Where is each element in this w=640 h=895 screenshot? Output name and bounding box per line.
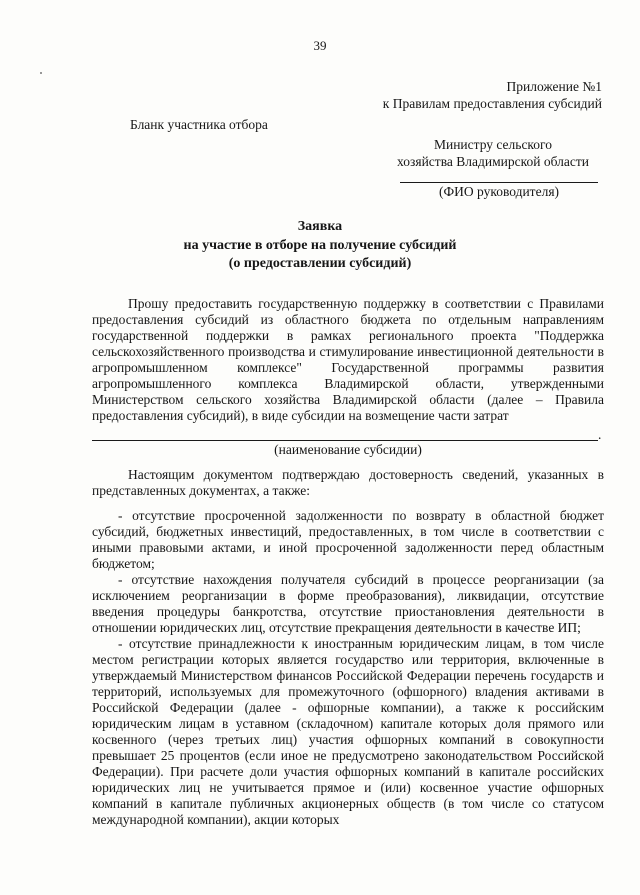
appendix-header — [383, 78, 602, 112]
document-body — [92, 296, 604, 828]
appendix-line-2: к Правилам предоставления субсидий — [382, 96, 602, 111]
document-title — [0, 218, 640, 274]
subsidy-name-fill-line — [92, 425, 604, 441]
signature-line — [400, 182, 598, 183]
list-item: - отсутствие нахождения получателя субсидий в процессе реорганизации (за исключением реорганизации в форме преобразования), ликвидации, отсутствие введения процедуры банкротства, отсутствие приостановления деятельности в отношении юридических лиц, отсутствие прекращения деятельности в качестве ИП; — [92, 572, 604, 635]
addressee-line-1: Министру сельского — [433, 137, 553, 152]
title-line-2: на участие в отборе на получение субсидий — [183, 237, 457, 253]
request-paragraph: Прошу предоставить государственную поддержку в соответствии с Правилами предоставления субсидий из областного бюджета по отдельным направлениям государственной поддержки в рамках регионального проекта "Поддержка сельскохозяйственного производства и стимулирование инвестиционной деятельности в агропромышленном комплексе" Государственной программы развития агропромышленного комплекса Владимирской области, утвержденными Министерством сельского хозяйства Владимирской области (далее – Правила предоставления субсидий), в виде субсидии на возмещение части затрат — [92, 296, 604, 423]
confirm-paragraph: Настоящим документом подтверждаю достоверность сведений, указанных в представленных документах, а также: — [92, 467, 604, 498]
title-line-3: (о предоставлении субсидий) — [228, 256, 412, 271]
addressee-block — [370, 136, 616, 170]
signature-caption: (ФИО руководителя) — [438, 184, 560, 199]
scan-speck — [40, 72, 42, 74]
participant-form-label: Бланк участника отбора — [130, 117, 268, 132]
appendix-line-1: Приложение №1 — [506, 79, 602, 94]
page-number: 39 — [313, 38, 327, 53]
fill-line-end: . — [598, 427, 602, 442]
title-line-1: Заявка — [297, 219, 343, 234]
list-item: - отсутствие просроченной задолженности по возврату в областной бюджет субсидий, бюджетных инвестиций, предоставленных, в том числе в соответствии с иными правовыми актами, и иной просроченной задолженности перед областным бюджетом; — [92, 508, 604, 571]
list-item: - отсутствие принадлежности к иностранным юридическим лицам, в том числе местом регистрации которых является государство или территория, включенные в утверждаемый Министерством финансов Российской Федерации перечень государств и территорий, используемых для промежуточного (офшорного) владения активами в Российской Федерации (далее - офшорные компании), а также к российским юридическим лицам в уставном (складочном) капитале которых доля прямого или косвенного (через третьих лиц) участия офшорных компаний в совокупности превышает 25 процентов (если иное не предусмотрено законодательством Российской Федерации). При расчете доли участия офшорных компаний в капитале российских юридических лиц не учитывается прямое и (или) косвенное участие офшорных компаний в капитале публичных акционерных обществ (в том числе со статусом международной компании), акции которых — [92, 636, 604, 827]
subsidy-name-caption: (наименование субсидии) — [274, 442, 422, 457]
addressee-line-2: хозяйства Владимирской области — [397, 154, 589, 169]
subsidy-blank-rule — [92, 428, 598, 441]
